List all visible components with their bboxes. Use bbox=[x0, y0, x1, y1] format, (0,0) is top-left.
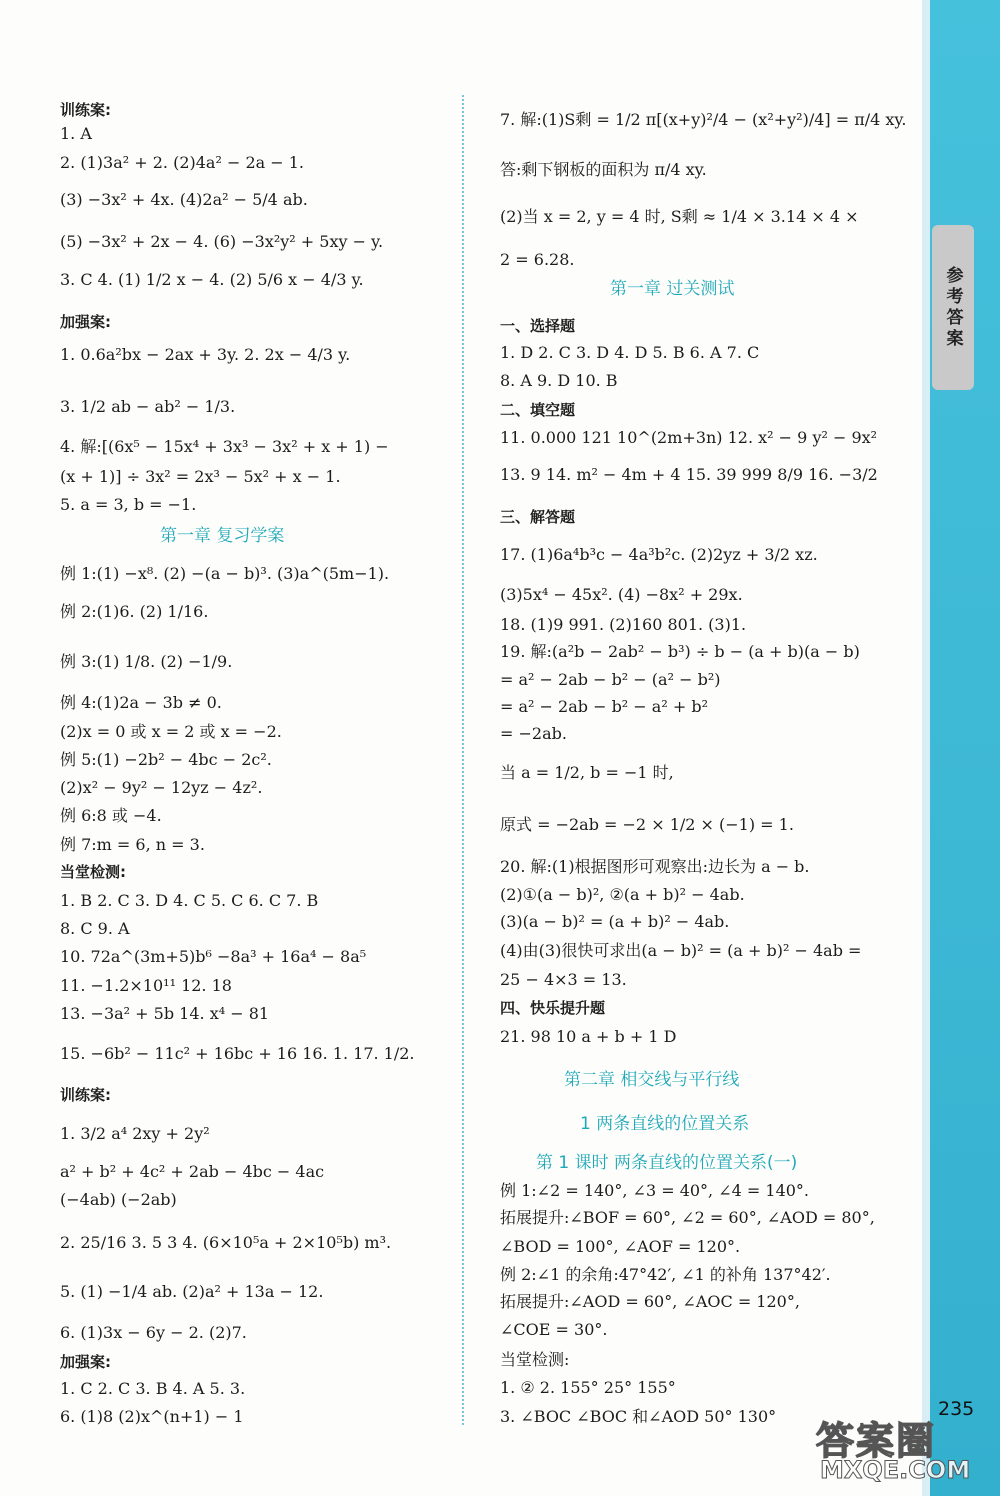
answer-line: 6. (1)3x − 6y − 2. (2)7. bbox=[60, 1323, 247, 1342]
answer-line: 1. A bbox=[60, 124, 92, 143]
answer-line: 例 3:(1) 1/8. (2) −1/9. bbox=[60, 652, 233, 671]
answer-line: 1. 3/2 a⁴ 2xy + 2y² bbox=[60, 1124, 210, 1143]
answer-line: 15. −6b² − 11c² + 16bc + 16 16. 1. 17. 1/2. bbox=[60, 1044, 415, 1063]
answer-line: 2 = 6.28. bbox=[500, 250, 575, 269]
subsection-label: 加强案: bbox=[60, 1353, 111, 1371]
answer-line: 原式 = −2ab = −2 × 1/2 × (−1) = 1. bbox=[500, 815, 794, 834]
answer-line: 10. 72a^(3m+5)b⁶ −8a³ + 16a⁴ − 8a⁵ bbox=[60, 947, 367, 966]
section-heading: 第 1 课时 两条直线的位置关系(一) bbox=[536, 1153, 798, 1173]
answer-line: 例 6:8 或 −4. bbox=[60, 806, 162, 825]
answer-line: 例 7:m = 6, n = 3. bbox=[60, 835, 205, 854]
section-heading: 第二章 相交线与平行线 bbox=[564, 1070, 740, 1090]
answer-line: 6. (1)8 (2)x^(n+1) − 1 bbox=[60, 1407, 244, 1426]
answer-line: = −2ab. bbox=[500, 724, 567, 743]
answer-line: (x + 1)] ÷ 3x² = 2x³ − 5x² + x − 1. bbox=[60, 467, 341, 486]
answer-line: (2)①(a − b)², ②(a + b)² − 4ab. bbox=[500, 885, 745, 904]
answer-line: 2. (1)3a² + 2. (2)4a² − 2a − 1. bbox=[60, 153, 305, 172]
answer-line: 18. (1)9 991. (2)160 801. (3)1. bbox=[500, 615, 747, 634]
answer-line: (−4ab) (−2ab) bbox=[60, 1190, 177, 1209]
answer-line: 19. 解:(a²b − 2ab² − b³) ÷ b − (a + b)(a − b) bbox=[500, 642, 860, 661]
watermark-url: MXQE.COM bbox=[820, 1456, 971, 1484]
answer-line: 5. a = 3, b = −1. bbox=[60, 495, 197, 514]
answer-line: 例 5:(1) −2b² − 4bc − 2c². bbox=[60, 750, 272, 769]
answer-line: 1. 0.6a²bx − 2ax + 3y. 2. 2x − 4/3 y. bbox=[60, 345, 351, 364]
answer-line: (2)x = 0 或 x = 2 或 x = −2. bbox=[60, 722, 282, 741]
answer-line: 答:剩下钢板的面积为 π/4 xy. bbox=[500, 160, 707, 179]
answer-line: 例 1:(1) −x⁸. (2) −(a − b)³. (3)a^(5m−1). bbox=[60, 564, 390, 583]
answer-line: 8. A 9. D 10. B bbox=[500, 371, 618, 390]
subsection-label: 一、选择题 bbox=[500, 317, 576, 335]
answer-line: 8. C 9. A bbox=[60, 919, 130, 938]
answer-line: (3)(a − b)² = (a + b)² − 4ab. bbox=[500, 912, 730, 931]
answer-line: 例 2:∠1 的余角:47°42′, ∠1 的补角 137°42′. bbox=[500, 1265, 831, 1284]
answer-line: 21. 98 10 a + b + 1 D bbox=[500, 1027, 677, 1046]
answer-line: (5) −3x² + 2x − 4. (6) −3x²y² + 5xy − y. bbox=[60, 232, 384, 251]
subsection-label: 三、解答题 bbox=[500, 508, 576, 526]
page-number: 235 bbox=[938, 1398, 975, 1420]
subsection-label: 训练案: bbox=[60, 1086, 111, 1104]
answer-line: 25 − 4×3 = 13. bbox=[500, 970, 627, 989]
answer-line: ∠COE = 30°. bbox=[500, 1320, 608, 1339]
answer-line: 5. (1) −1/4 ab. (2)a² + 13a − 12. bbox=[60, 1282, 324, 1301]
answer-line: 17. (1)6a⁴b³c − 4a³b²c. (2)2yz + 3/2 xz. bbox=[500, 545, 818, 564]
answer-line: ∠BOD = 100°, ∠AOF = 120°. bbox=[500, 1237, 741, 1256]
answer-line: 3. 1/2 ab − ab² − 1/3. bbox=[60, 397, 236, 416]
answer-line: (2)x² − 9y² − 12yz − 4z². bbox=[60, 778, 263, 797]
section-heading: 1 两条直线的位置关系 bbox=[580, 1114, 750, 1134]
answer-line: 当 a = 1/2, b = −1 时, bbox=[500, 763, 674, 782]
section-heading: 第一章 复习学案 bbox=[160, 526, 285, 546]
answer-line: 11. −1.2×10¹¹ 12. 18 bbox=[60, 976, 232, 995]
answer-line: 拓展提升:∠AOD = 60°, ∠AOC = 120°, bbox=[500, 1292, 800, 1311]
answer-line: 1. D 2. C 3. D 4. D 5. B 6. A 7. C bbox=[500, 343, 760, 362]
answer-line: = a² − 2ab − b² − a² + b² bbox=[500, 697, 708, 716]
answer-line: 1. ② 2. 155° 25° 155° bbox=[500, 1378, 676, 1397]
answer-line: 13. −3a² + 5b 14. x⁴ − 81 bbox=[60, 1004, 270, 1023]
answer-line: 当堂检测: bbox=[500, 1350, 570, 1369]
answer-line: 11. 0.000 121 10^(2m+3n) 12. x² − 9 y² − 9x² bbox=[500, 428, 878, 447]
subsection-label: 加强案: bbox=[60, 313, 111, 331]
answer-line: 例 1:∠2 = 140°, ∠3 = 40°, ∠4 = 140°. bbox=[500, 1181, 810, 1200]
section-heading: 第一章 过关测试 bbox=[610, 279, 735, 299]
answer-line: (3) −3x² + 4x. (4)2a² − 5/4 ab. bbox=[60, 190, 308, 209]
answer-line: 3. C 4. (1) 1/2 x − 4. (2) 5/6 x − 4/3 y. bbox=[60, 270, 364, 289]
answer-line: (2)当 x = 2, y = 4 时, S剩 ≈ 1/4 × 3.14 × 4 × bbox=[500, 207, 859, 226]
answer-key-label: 参考答案 bbox=[942, 265, 963, 350]
column-divider bbox=[462, 95, 464, 1425]
subsection-label: 训练案: bbox=[60, 101, 111, 119]
answer-line: 1. B 2. C 3. D 4. C 5. C 6. C 7. B bbox=[60, 891, 319, 910]
answer-line: a² + b² + 4c² + 2ab − 4bc − 4ac bbox=[60, 1162, 325, 1181]
answer-line: 1. C 2. C 3. B 4. A 5. 3. bbox=[60, 1379, 246, 1398]
answer-line: 20. 解:(1)根据图形可观察出:边长为 a − b. bbox=[500, 857, 810, 876]
answer-line: 13. 9 14. m² − 4m + 4 15. 39 999 8/9 16. −3/2 bbox=[500, 465, 878, 484]
subsection-label: 当堂检测: bbox=[60, 863, 126, 881]
answer-line: 7. 解:(1)S剩 = 1/2 π[(x+y)²/4 − (x²+y²)/4] = π/4 xy. bbox=[500, 110, 907, 129]
subsection-label: 二、填空题 bbox=[500, 401, 576, 419]
answer-line: 2. 25/16 3. 5 3 4. (6×10⁵a + 2×10⁵b) m³. bbox=[60, 1233, 392, 1252]
answer-line: 3. ∠BOC ∠BOC 和∠AOD 50° 130° bbox=[500, 1407, 777, 1426]
answer-line: (3)5x⁴ − 45x². (4) −8x² + 29x. bbox=[500, 585, 743, 604]
watermark-text: 答案圈 bbox=[816, 1419, 937, 1463]
answer-line: 拓展提升:∠BOF = 60°, ∠2 = 60°, ∠AOD = 80°, bbox=[500, 1208, 875, 1227]
answer-line: 4. 解:[(6x⁵ − 15x⁴ + 3x³ − 3x² + x + 1) − bbox=[60, 437, 389, 456]
watermark-logo bbox=[806, 1402, 986, 1492]
answer-line: 例 2:(1)6. (2) 1/16. bbox=[60, 602, 209, 621]
answer-line: (4)由(3)很快可求出(a − b)² = (a + b)² − 4ab = bbox=[500, 941, 862, 960]
subsection-label: 四、快乐提升题 bbox=[500, 999, 606, 1017]
answer-line: 例 4:(1)2a − 3b ≠ 0. bbox=[60, 693, 222, 712]
answer-line: = a² − 2ab − b² − (a² − b²) bbox=[500, 670, 721, 689]
answer-key-tab bbox=[932, 225, 974, 390]
